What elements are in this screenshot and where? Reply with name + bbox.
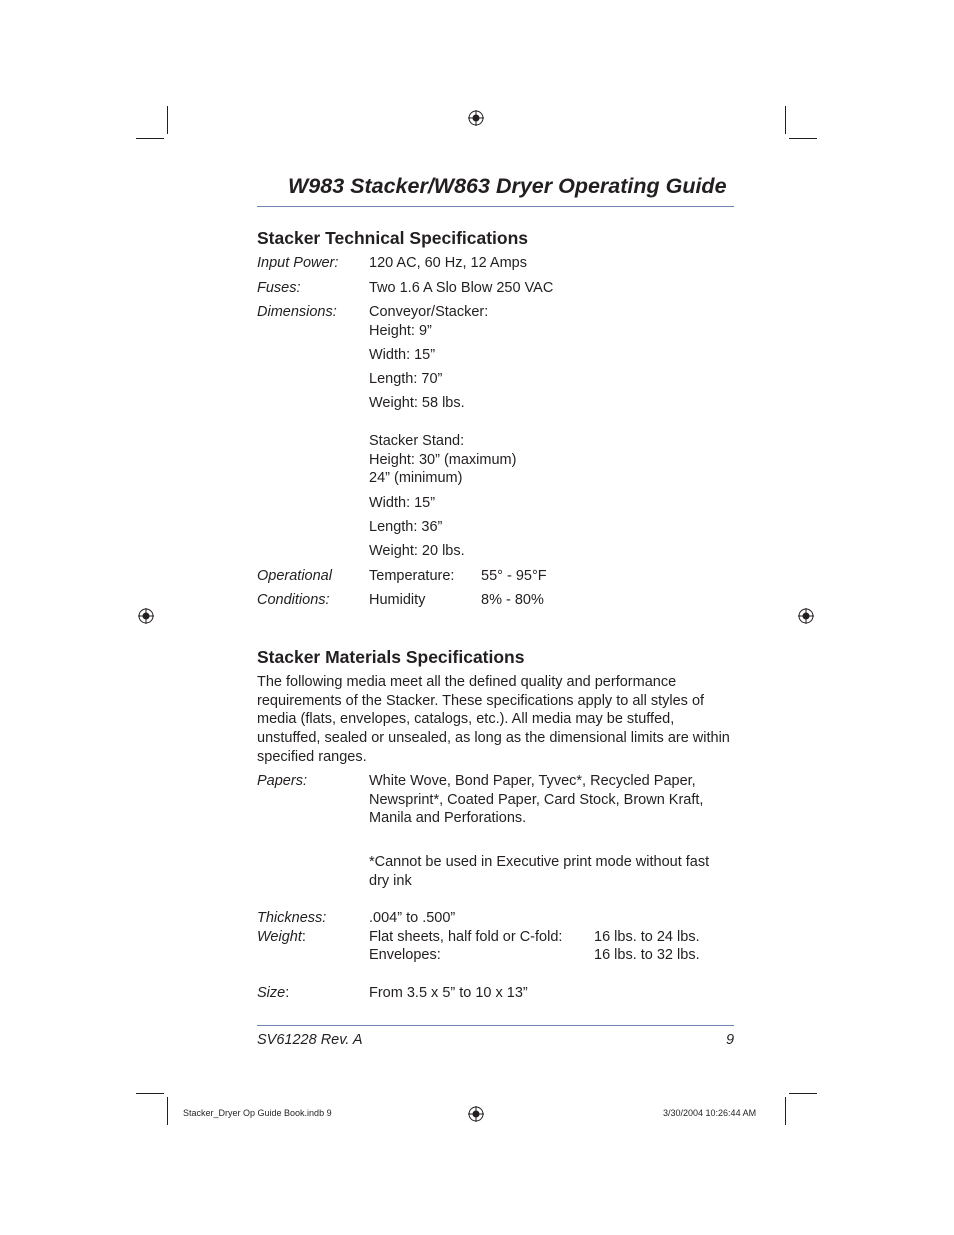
weight-label: Weight [257, 929, 302, 945]
weight-env-label: Envelopes: [369, 947, 441, 963]
materials-specs-heading: Stacker Materials Specifications [257, 647, 525, 667]
temperature-value: 55° - 95°F [481, 568, 547, 584]
stand-width: Width: 15” [369, 495, 436, 511]
footer-rule [257, 1025, 734, 1026]
humidity-value: 8% - 80% [481, 592, 544, 608]
input-power-value: 120 AC, 60 Hz, 12 Amps [369, 255, 527, 271]
crop-mark-top-right-h [789, 138, 817, 139]
slug-file: Stacker_Dryer Op Guide Book.indb 9 [183, 1108, 332, 1118]
header-rule [257, 206, 734, 207]
size-value: From 3.5 x 5” to 10 x 13” [369, 985, 528, 1001]
crop-mark-bottom-left-v [167, 1097, 168, 1125]
stand-weight: Weight: 20 lbs. [369, 543, 465, 559]
stand-height: Height: 30” (maximum) [369, 452, 517, 468]
fuses-value: Two 1.6 A Slo Blow 250 VAC [369, 280, 554, 296]
thickness-value: .004” to .500” [369, 910, 456, 926]
papers-value: White Wove, Bond Paper, Tyvec*, Recycled Paper, Newsprint*, Coated Paper, Card Stock, Brown Kraft, Manila and Perforations. [369, 773, 704, 827]
registration-mark-icon [138, 608, 154, 624]
page-title: W983 Stacker/W863 Dryer Operating Guide [288, 174, 727, 198]
stand-title: Stacker Stand: [369, 433, 465, 449]
weight-label-group [257, 928, 306, 947]
crop-mark-bottom-right-h [789, 1093, 817, 1094]
slug-datetime: 3/30/2004 10:26:44 AM [663, 1108, 757, 1118]
operational-label: Operational [257, 568, 332, 584]
stand-length: Length: 36” [369, 519, 443, 535]
registration-mark-icon [798, 608, 814, 624]
weight-flat-value: 16 lbs. to 24 lbs. [594, 929, 700, 945]
crop-mark-top-right-v [785, 106, 786, 134]
size-label: Size [257, 985, 286, 1001]
materials-intro: The following media meet all the defined quality and performance requirements of the Stacker. These specifications apply to all styles of media (flats, envelopes, catalogs, etc.). All media may be stuffed, unstuffed, sealed or unsealed, as long as the dimensional limits are within specified ranges. [257, 674, 730, 765]
humidity-label: Humidity [369, 592, 426, 608]
papers-note: *Cannot be used in Executive print mode without fast dry ink [369, 854, 710, 889]
stand-height-min: 24” (minimum) [369, 470, 463, 486]
weight-env-value: 16 lbs. to 32 lbs. [594, 947, 700, 963]
weight-flat-label: Flat sheets, half fold or C-fold: [369, 929, 563, 945]
conveyor-weight: Weight: 58 lbs. [369, 395, 465, 411]
crop-mark-top-left-v [167, 106, 168, 134]
thickness-label: Thickness: [257, 910, 327, 926]
conveyor-height: Height: 9” [369, 323, 432, 339]
registration-mark-icon [468, 110, 484, 126]
conveyor-length: Length: 70” [369, 371, 443, 387]
input-power-label: Input Power: [257, 255, 339, 271]
papers-label: Papers: [257, 773, 307, 789]
weight-colon: : [301, 929, 306, 945]
dimensions-label: Dimensions: [257, 304, 337, 320]
crop-mark-bottom-right-v [785, 1097, 786, 1125]
fuses-label: Fuses: [257, 280, 301, 296]
conveyor-width: Width: 15” [369, 347, 436, 363]
crop-mark-bottom-left-h [136, 1093, 164, 1094]
size-label-group [257, 984, 289, 1003]
conveyor-title: Conveyor/Stacker: [369, 304, 489, 320]
page-number: 9 [726, 1032, 735, 1048]
doc-id: SV61228 Rev. A [257, 1032, 363, 1048]
size-colon: : [285, 985, 290, 1001]
registration-mark-icon [468, 1106, 484, 1122]
temperature-label: Temperature: [369, 568, 455, 584]
conditions-label: Conditions: [257, 592, 330, 608]
crop-mark-top-left-h [136, 138, 164, 139]
tech-specs-heading: Stacker Technical Specifications [257, 228, 529, 248]
